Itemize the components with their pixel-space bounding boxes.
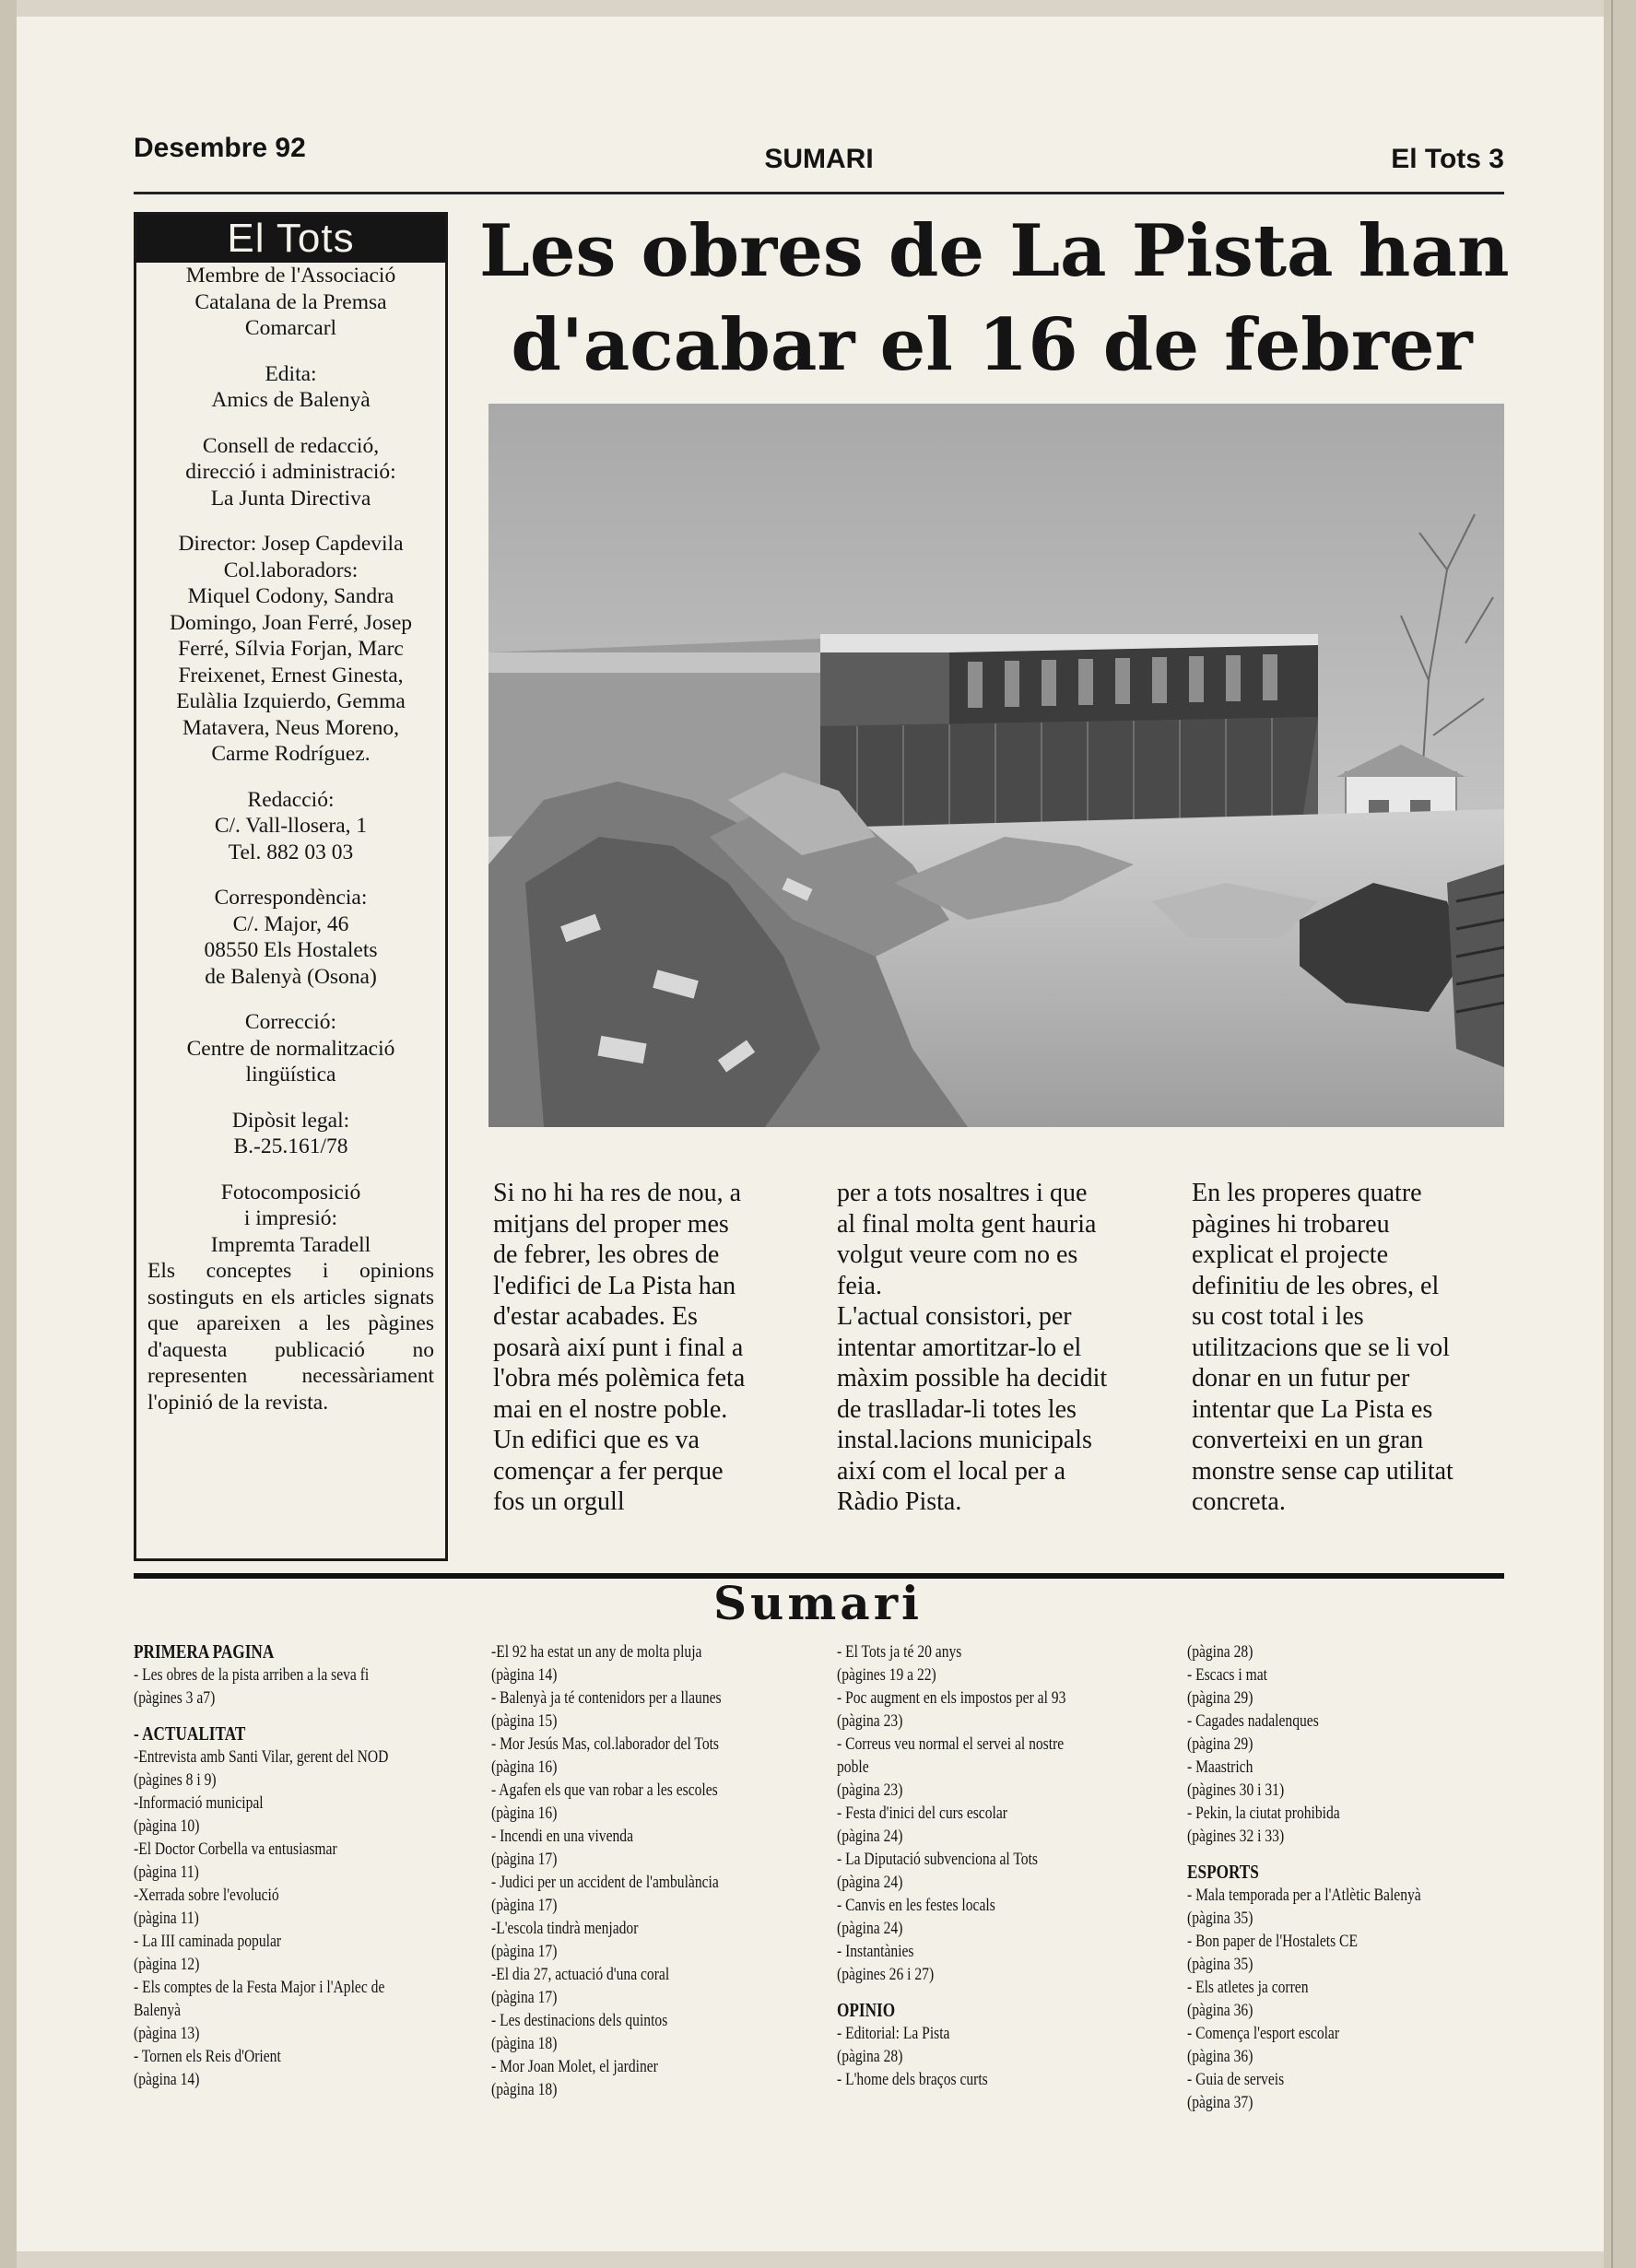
sumari-entry: (pàgina 16): [491, 1804, 558, 1823]
sumari-entry: (pàgines 8 i 9): [134, 1770, 217, 1790]
sumari-entry: - Pekin, la ciutat prohibida: [1187, 1804, 1340, 1823]
masthead-line: Catalana de la Premsa: [194, 289, 387, 314]
building-photo-illustration: [488, 404, 1504, 1127]
masthead-line: Col.laboradors:: [223, 558, 359, 582]
masthead-line: Eulàlia Izquierdo, Gemma: [176, 689, 406, 713]
binding-spine: [0, 0, 17, 2268]
article-line: de traslladar-li totes les: [837, 1394, 1077, 1424]
article-line: converteixi en un gran: [1192, 1426, 1424, 1454]
sumari-entry: - Les destinacions dels quintos: [491, 2011, 668, 2030]
masthead-line: 08550 Els Hostalets: [204, 938, 378, 962]
sumari-entry: (pàgina 17): [491, 1942, 558, 1961]
article-line: Ràdio Pista.: [837, 1487, 962, 1516]
section-title: SUMARI: [764, 144, 874, 174]
sumari-entry: (pàgines 19 a 22): [837, 1665, 936, 1685]
sumari-entry: (pàgina 18): [491, 2080, 558, 2099]
article-line: pàgines hi trobareu: [1192, 1209, 1390, 1239]
masthead-line: Tel. 882 03 03: [228, 840, 354, 864]
masthead-block: [147, 787, 434, 866]
masthead-line: i impresió:: [243, 1206, 338, 1230]
masthead-line: direcció i administració:: [185, 460, 396, 484]
masthead-line: Correspondència:: [214, 886, 368, 910]
article-line: concreta.: [1192, 1487, 1286, 1516]
sumari-entry: (pàgina 16): [491, 1757, 558, 1777]
headline-line: d'acabar el 16 de febrer: [511, 303, 1473, 387]
sumari-entry: - Bon paper de l'Hostalets CE: [1187, 1932, 1358, 1951]
sumari-entry: - Incendi en una vivenda: [491, 1827, 634, 1846]
sumari-entry: (pàgina 18): [491, 2034, 558, 2053]
article-line: volgut veure com no es: [837, 1240, 1078, 1269]
sumari-entry: - Agafen els que van robar a les escoles: [491, 1780, 718, 1800]
article-line: donar en un futur per: [1192, 1364, 1410, 1393]
article-line: al final molta gent hauria: [837, 1209, 1097, 1239]
masthead-line: Membre de l'Associació: [185, 264, 396, 288]
masthead-block: [147, 1009, 434, 1088]
article-line: l'obra més polèmica feta: [493, 1364, 746, 1393]
masthead-line: Edita:: [265, 361, 317, 386]
article-line: L'actual consistori, per: [837, 1302, 1072, 1331]
sumari-entry: (pàgina 35): [1187, 1955, 1253, 1974]
sumari-entry: - Comença l'esport escolar: [1187, 2024, 1340, 2043]
article-line: de febrer, les obres de: [493, 1240, 720, 1269]
sumari-entry: - Festa d'inici del curs escolar: [837, 1804, 1007, 1823]
page-number: El Tots 3: [1391, 144, 1504, 174]
masthead-block: [147, 1108, 434, 1160]
masthead-block: [147, 531, 434, 768]
article-column-1: [493, 1178, 797, 1518]
sumari-entry: (pàgina 24): [837, 1919, 903, 1938]
article-column-3: [1192, 1178, 1505, 1518]
sumari-entry: (pàgina 35): [1187, 1909, 1253, 1928]
article-line: fos un orgull: [493, 1487, 625, 1516]
sumari-spacer: [1187, 1848, 1421, 1861]
sumari-entry: (pàgina 14): [134, 2070, 200, 2089]
article-line: l'edifici de La Pista han: [493, 1271, 736, 1300]
sumari-entry: (pàgines 3 a7): [134, 1688, 216, 1708]
sumari-entry: -El dia 27, actuació d'una coral: [491, 1965, 670, 1984]
sumari-heading: Sumari: [712, 1576, 924, 1630]
masthead-line: Centre de normalització: [186, 1036, 395, 1061]
masthead-block: [147, 263, 434, 342]
sumari-entry: - Editorial: La Pista: [837, 2024, 950, 2043]
sumari-entry: - El Tots ja té 20 anys: [837, 1642, 962, 1662]
sumari-entry: (pàgina 23): [837, 1711, 903, 1731]
sumari-entry: - Mala temporada per a l'Atlètic Balenyà: [1187, 1886, 1421, 1905]
sumari-section-heading: - ACTUALITAT: [134, 1722, 246, 1745]
article-column-2: [837, 1178, 1141, 1518]
masthead-credits: [136, 263, 445, 1416]
sumari-entry: Balenyà: [134, 2001, 182, 2020]
article-line: Un edifici que es va: [493, 1426, 700, 1454]
masthead-line: Ferré, Sílvia Forjan, Marc: [178, 637, 404, 661]
sumari-entry: (pàgina 28): [1187, 1642, 1253, 1662]
sumari-entry: -El Doctor Corbella va entusiasmar: [134, 1839, 337, 1859]
sumari-column-2: [491, 1640, 722, 2101]
sumari-entry: (pàgina 17): [491, 1896, 558, 1915]
article-line: d'estar acabades. Es: [493, 1302, 698, 1331]
article-line: utilitzacions que se li vol: [1192, 1333, 1450, 1362]
sumari-entry: (pàgina 29): [1187, 1688, 1253, 1708]
masthead-line: Dipòsit legal:: [231, 1108, 350, 1133]
sumari-entry: (pàgina 37): [1187, 2093, 1253, 2112]
article-line: així com el local per a: [837, 1456, 1065, 1486]
sumari-entry: (pàgina 12): [134, 1955, 200, 1974]
masthead-line: La Junta Directiva: [210, 486, 371, 511]
sumari-entry: -L'escola tindrà menjador: [491, 1919, 639, 1938]
sumari-entry: - Els comptes de la Festa Major i l'Aplec de: [134, 1978, 385, 1997]
masthead-disclaimer: Els conceptes i opinions sostinguts en els articles signats que apareixen a les pàgines d'aquesta publicació no representen necessàriament l'opinió de la revista.: [147, 1259, 434, 1415]
article-line: posarà així punt i final a: [493, 1333, 744, 1362]
masthead-line: Amics de Balenyà: [211, 388, 371, 412]
masthead-line: Matavera, Neus Moreno,: [182, 715, 399, 740]
article-photo: [488, 404, 1504, 1127]
article-line: per a tots nosaltres i que: [837, 1179, 1088, 1207]
sumari-entry: (pàgina 13): [134, 2024, 200, 2043]
sumari-entry: (pàgina 11): [134, 1863, 199, 1882]
article-line: començar a fer perque: [493, 1456, 724, 1486]
sumari-entry: - Cagades nadalenques: [1187, 1711, 1319, 1731]
sumari-entry: -Entrevista amb Santi Vilar, gerent del NOD: [134, 1747, 389, 1767]
sumari-entry: - Escacs i mat: [1187, 1665, 1267, 1685]
sumari-entry: (pàgina 29): [1187, 1734, 1253, 1754]
sumari-entry: (pàgines 32 i 33): [1187, 1827, 1285, 1846]
sumari-entry: - Els atletes ja corren: [1187, 1978, 1309, 1997]
masthead-box: [134, 212, 448, 1561]
sumari-entry: (pàgines 26 i 27): [837, 1965, 935, 1984]
sumari-entry: (pàgina 17): [491, 1850, 558, 1869]
sumari-entry: - Correus veu normal el servei al nostre: [837, 1734, 1065, 1754]
masthead-line: Fotocomposició: [220, 1180, 361, 1205]
sumari-entry: (pàgina 11): [134, 1909, 199, 1928]
sumari-entry: - Mor Jesús Mas, col.laborador del Tots: [491, 1734, 719, 1754]
article-line: mai en el nostre poble.: [493, 1394, 728, 1424]
sumari-entry: poble: [837, 1757, 869, 1777]
article-line: monstre sense cap utilitat: [1192, 1456, 1454, 1486]
sumari-entry: (pàgina 15): [491, 1711, 558, 1731]
masthead-line: Carme Rodríguez.: [211, 742, 371, 766]
masthead-title: El Tots: [136, 215, 445, 263]
masthead-line: Impremta Taradell: [210, 1232, 371, 1257]
sumari-column-3: [837, 1640, 1065, 2091]
masthead-block: [147, 885, 434, 990]
headline-line: Les obres de La Pista han: [479, 209, 1510, 293]
sumari-section-heading: ESPORTS: [1187, 1861, 1259, 1883]
masthead-line: C/. Major, 46: [232, 911, 349, 936]
masthead-line: lingüística: [245, 1063, 336, 1087]
article-line: intentar que La Pista es: [1192, 1394, 1433, 1424]
masthead-block: [147, 1180, 434, 1259]
sumari-entry: -El 92 ha estat un any de molta pluja: [491, 1642, 702, 1662]
sumari-spacer: [837, 1986, 1065, 1999]
article-line: En les properes quatre: [1192, 1179, 1422, 1207]
page-edge: [1604, 0, 1636, 2268]
sumari-entry: (pàgina 14): [491, 1665, 558, 1685]
sumari-entry: -Informació municipal: [134, 1793, 264, 1813]
sumari-entry: - La Diputació subvenciona al Tots: [837, 1850, 1038, 1869]
page-header: [134, 129, 1504, 194]
sumari-entry: - Balenyà ja té contenidors per a llaunes: [491, 1688, 722, 1708]
masthead-line: Comarcarl: [244, 316, 337, 340]
article-line: su cost total i les: [1192, 1302, 1364, 1331]
sumari-entry: - La III caminada popular: [134, 1932, 282, 1951]
sumari-entry: (pàgina 36): [1187, 2001, 1253, 2020]
sumari-entry: (pàgina 24): [837, 1827, 903, 1846]
sumari-entry: (pàgines 30 i 31): [1187, 1780, 1285, 1800]
sumari-entry: (pàgina 24): [837, 1873, 903, 1892]
issue-date: Desembre 92: [134, 133, 306, 163]
sumari-entry: - Canvis en les festes locals: [837, 1896, 995, 1915]
sumari-entry: (pàgina 36): [1187, 2047, 1253, 2066]
masthead-block: [147, 433, 434, 512]
sumari-section-heading: OPINIO: [837, 1999, 896, 2021]
sumari-entry: - Poc augment en els impostos per al 93: [837, 1688, 1066, 1708]
sumari-spacer: [134, 1710, 388, 1722]
sumari-entry: (pàgina 28): [837, 2047, 903, 2066]
sumari-entry: - Instantànies: [837, 1942, 914, 1961]
sumari-entry: - Tornen els Reis d'Orient: [134, 2047, 281, 2066]
article-line: Si no hi ha res de nou, a: [493, 1179, 742, 1207]
sumari-entry: - Mor Joan Molet, el jardiner: [491, 2057, 658, 2076]
article-line: feia.: [837, 1271, 882, 1300]
sumari-entry: (pàgina 10): [134, 1816, 200, 1836]
masthead-line: Miquel Codony, Sandra: [187, 584, 394, 608]
sumari-column-4: [1187, 1640, 1421, 2114]
masthead-line: Redacció:: [247, 787, 335, 812]
sumari-entry: - Guia de serveis: [1187, 2070, 1285, 2089]
sumari-column-1: [134, 1640, 388, 2091]
sumari-entry: (pàgina 23): [837, 1780, 903, 1800]
masthead-block: [147, 361, 434, 414]
sumari-entry: - Maastrich: [1187, 1757, 1253, 1777]
sumari-entry: -Xerrada sobre l'evolució: [134, 1886, 279, 1905]
masthead-line: B.-25.161/78: [233, 1134, 348, 1158]
headline: [479, 205, 1510, 393]
article-line: mitjans del proper mes: [493, 1209, 729, 1239]
sumari-section-heading: PRIMERA PAGINA: [134, 1640, 275, 1663]
sumari-entry: (pàgina 17): [491, 1988, 558, 2007]
sumari-entry: - Judici per un accident de l'ambulància: [491, 1873, 719, 1892]
article-line: instal.lacions municipals: [837, 1426, 1092, 1454]
article-line: explicat el projecte: [1192, 1240, 1388, 1269]
article-line: definitiu de les obres, el: [1192, 1271, 1440, 1300]
sumari-entry: - Les obres de la pista arriben a la seva fi: [134, 1665, 370, 1685]
masthead-line: de Balenyà (Osona): [205, 964, 377, 989]
masthead-line: Correcció:: [244, 1010, 337, 1034]
masthead-line: Domingo, Joan Ferré, Josep: [169, 610, 413, 635]
sumari-entry: - L'home dels braços curts: [837, 2070, 988, 2089]
article-line: intentar amortitzar-lo el: [837, 1333, 1082, 1362]
masthead-line: Consell de redacció,: [202, 433, 380, 458]
article-line: màxim possible ha decidit: [837, 1364, 1108, 1393]
masthead-line: C/. Vall-llosera, 1: [214, 814, 368, 838]
masthead-line: Director: Josep Capdevila: [178, 532, 404, 556]
masthead-line: Freixenet, Ernest Ginesta,: [178, 663, 404, 687]
